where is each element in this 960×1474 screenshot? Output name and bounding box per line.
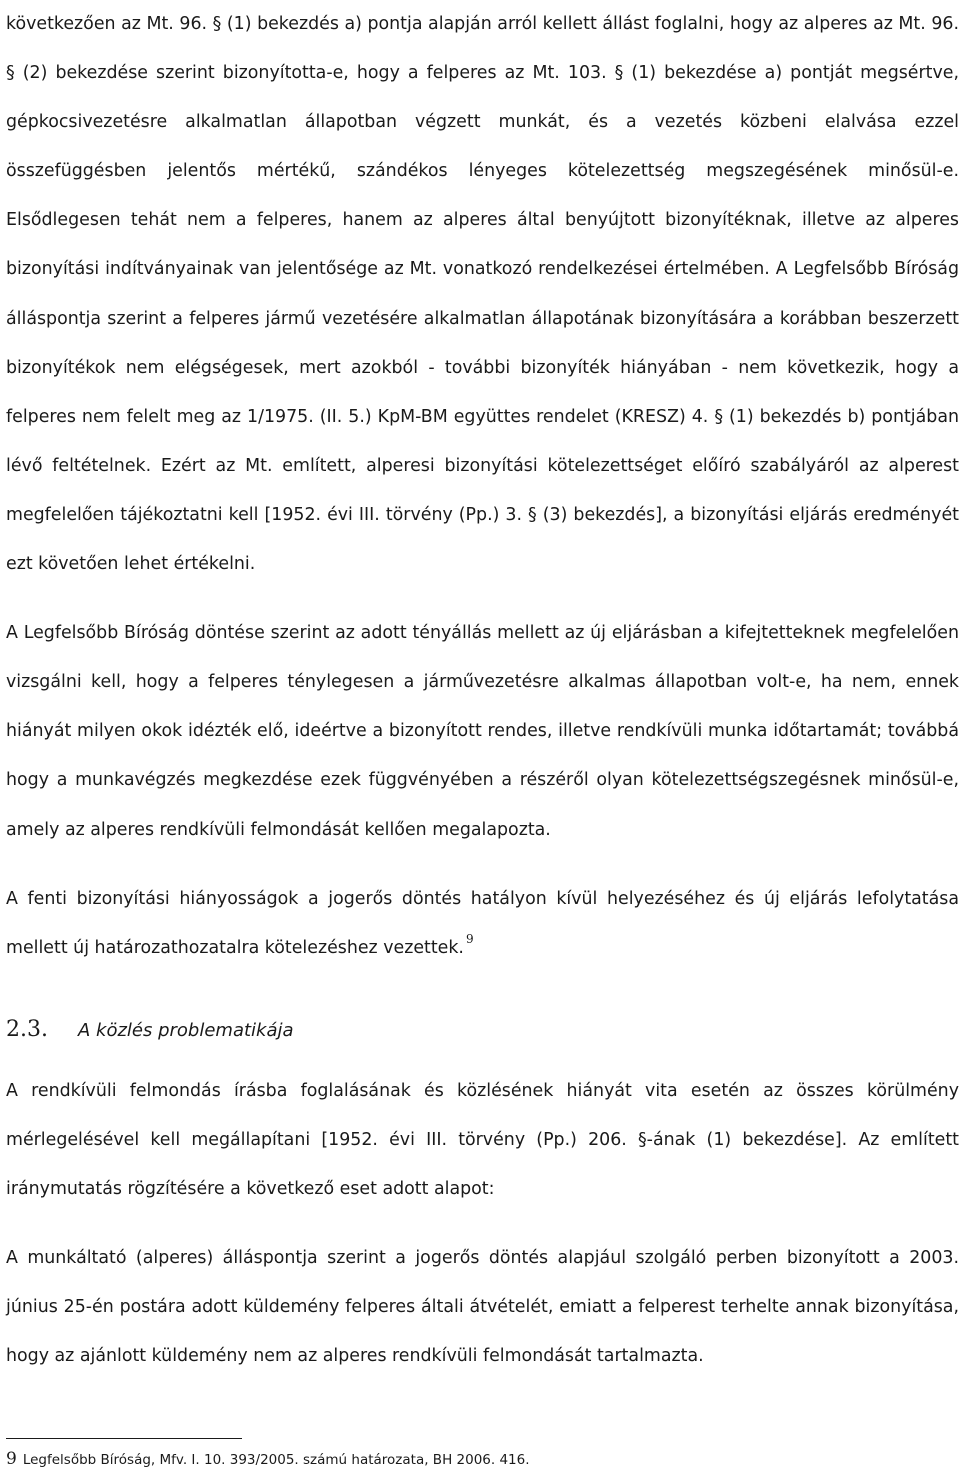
footnote-number: 9 <box>6 1449 17 1469</box>
paragraph-3-text: A fenti bizonyítási hiányosságok a jogerős döntés hatályon kívül helyezéséhez és új eljárás lefolytatása mellett új határozathozatalra kötelezéshez vezettek. <box>6 888 959 958</box>
paragraph-4: A rendkívüli felmondás írásba foglalásának és közlésének hiányát vita esetén az összes körülmény mérlegelésével kell megállapítani [1952. évi III. törvény (Pp.) 206. §-ának (1) bekezdése]. Az említett iránymutatás rögzítésére a következő eset adott alapot: <box>6 1080 959 1199</box>
document-page <box>6 0 959 1381</box>
paragraph-1: következően az Mt. 96. § (1) bekezdés a) pontja alapján arról kellett állást foglalni, hogy az alperes az Mt. 96. § (2) bekezdése szerint bizonyította-e, hogy a felperes az Mt. 103. § (1) bekezdése a) pontját megsértve, gépkocsivezetésre alkalmatlan állapotban végzett munkát, és a vezetés közbeni elalvása ezzel összefüggésben jelentős mértékű, szándékos lényeges kötelezettség megszegésének minősül-e. Elsődlegesen tehát nem a felperes, hanem az alperes által benyújtott bizonyítéknak, illetve az alperes bizonyítási indítványainak van jelentősége az Mt. vonatkozó rendelkezései értelmében. A Legfelsőbb Bíróság álláspontja szerint a felperes jármű vezetésére alkalmatlan állapotának bizonyítására a korábban beszerzett bizonyítékok nem elégségesek, mert azokból - további bizonyíték hiányában - nem következik, hogy a felperes nem felelt meg az 1/1975. (II. 5.) KpM-BM együttes rendelet (KRESZ) 4. § (1) bekezdés b) pontjában lévő feltételnek. Ezért az Mt. említett, alperesi bizonyítási kötelezettséget előíró szabályáról az alperest megfelelően tájékoztatni kell [1952. évi III. törvény (Pp.) 3. § (3) bekezdés], a bizonyítási eljárás eredményét ezt követően lehet értékelni. <box>6 14 959 575</box>
footnote-reference[interactable]: 9 <box>465 931 474 946</box>
paragraph-2: A Legfelsőbb Bíróság döntése szerint az adott tényállás mellett az új eljárásban a kifejtetteknek megfelelően vizsgálni kell, hogy a felperes ténylegesen a járművezetésre alkalmas állapotban volt-e, ha nem, ennek hiányát milyen okok idézték elő, ideértve a bizonyított rendes, illetve rendkívüli munka időtartamát; továbbá hogy a munkavégzés megkezdése ezek függvényében a részéről olyan kötelezettségszegésnek minősül-e, amely az alperes rendkívüli felmondását kellően megalapozta. <box>6 623 959 840</box>
section-number: 2.3. <box>6 1016 48 1042</box>
section-title: A közlés problematikája <box>78 1019 294 1041</box>
paragraph-5: A munkáltató (alperes) álláspontja szerint a jogerős döntés alapjául szolgáló perben bizonyított a 2003. június 25-én postára adott küldemény felperes általi átvételét, emiatt a felperest terhelte annak bizonyítása, hogy az ajánlott küldemény nem az alperes rendkívüli felmondását tartalmazta. <box>6 1248 959 1367</box>
footnote-text: Legfelsőbb Bíróság, Mfv. I. 10. 393/2005. számú határozata, BH 2006. 416. <box>22 1452 530 1468</box>
section-heading <box>6 1017 959 1047</box>
paragraph-3 <box>6 875 959 973</box>
footnote <box>6 1449 530 1470</box>
footnote-divider <box>6 1438 242 1439</box>
